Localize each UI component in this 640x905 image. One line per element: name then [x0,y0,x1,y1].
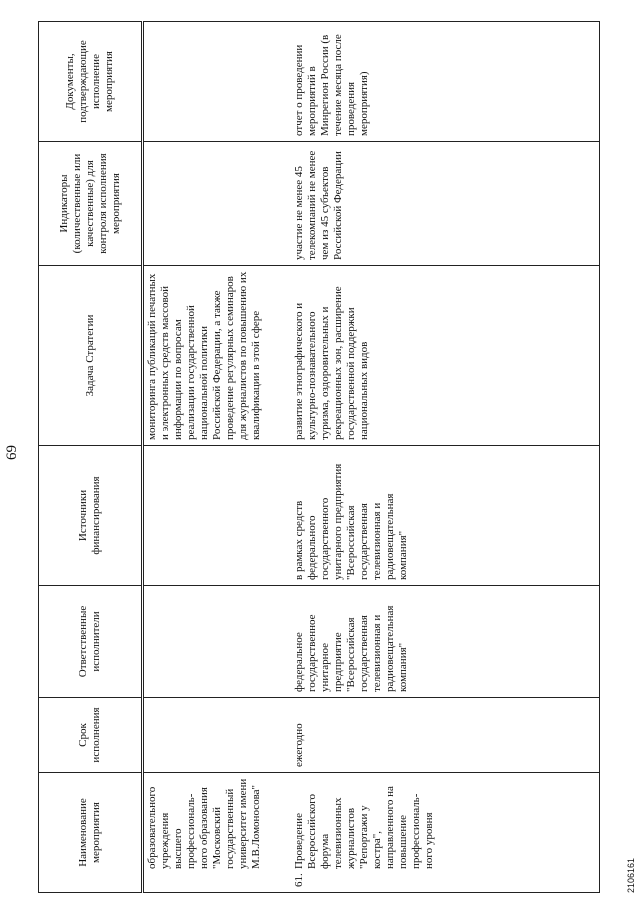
spacer-cell [276,142,291,266]
header-documents: Документы, подтверждающие исполнение мероприятия [39,22,143,142]
spacer-cell [276,698,291,773]
cell-name [291,773,599,893]
cell-task: развитие этнографического и культурно-познавательного туризма, оздоровительных и рекреационных зон, расширение государственной поддержки национальных видов [291,266,599,446]
spacer-cell [276,446,291,586]
row-spacer [276,22,291,893]
cell-indicators: участие не менее 45 телекомпаний не менее чем из 45 субъектов Российской Федерации [291,142,599,266]
spacer-cell [276,22,291,142]
name-text: образовательного учреждения высшего профессиональ-ного образования "Московский государственный университет имени М.В.Ломоносова" [146,778,262,869]
cell-funding: в рамках средств федерального государственного унитарного предприятия "Всероссийская государственная телевизионная и радиовещательная компания" [291,446,599,586]
spacer-cell [276,773,291,893]
table-row-continuation [143,22,277,893]
row-number: 61. [293,873,306,887]
table-header-row [39,22,143,893]
header-indicators: Индикаторы (количественные или качественные) для контроля исполнения мероприятия [39,142,143,266]
spacer-cell [276,586,291,698]
name-text: Проведение Всероссийского форума телевизионных журналистов "Репортажи у костра", направленного на повышение профессиональ-ного уровня [293,786,436,869]
spacer-cell [276,266,291,446]
table-row-61 [291,22,599,893]
cell-funding [143,446,277,586]
cell-term: ежегодно [291,698,599,773]
header-name: Наименование мероприятия [39,773,143,893]
header-term: Срок исполнения [39,698,143,773]
cell-executors [143,586,277,698]
cell-executors: федеральное государственное унитарное предприятие "Всероссийская государственная телевизионная и радиовещательная компания" [291,586,599,698]
cell-term [143,698,277,773]
header-funding: Источники финансирования [39,446,143,586]
cell-name [143,773,277,893]
cell-indicators [143,142,277,266]
page-number: 69 [4,445,20,460]
document-code: 2106161 [626,857,636,893]
header-task: Задача Стратегии [39,266,143,446]
header-executors: Ответственные исполнители [39,586,143,698]
cell-task: мониторинга публикаций печатных и электронных средств массовой информации по вопросам реализации государственной национальной политики Российской Федерации, а также проведение регулярных семинаров для журналистов по повышению их квалификации в этой сфере [143,266,277,446]
cell-documents: отчет о проведении мероприятий в Минрегион России (в течение месяца после проведения мероприятия) [291,22,599,142]
cell-documents [143,22,277,142]
measures-table [38,21,600,893]
